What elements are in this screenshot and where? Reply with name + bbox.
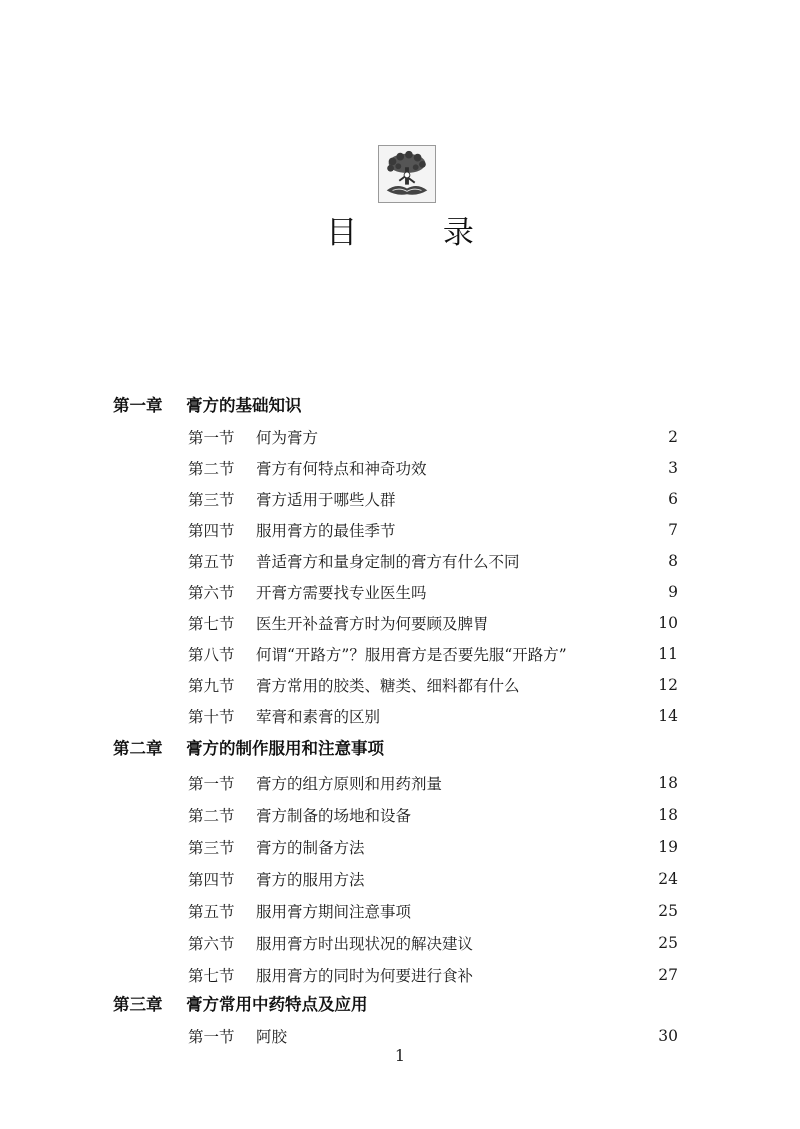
page-number: 25 xyxy=(658,901,678,920)
dot-leader xyxy=(479,966,652,984)
toc-entry[interactable] xyxy=(188,669,678,700)
page-number: 6 xyxy=(668,489,678,508)
page-number: 12 xyxy=(658,675,678,694)
toc-entry[interactable] xyxy=(188,638,678,669)
section-number: 第四节 xyxy=(188,870,235,889)
toc-entry[interactable] xyxy=(188,895,678,926)
folio-page-number: 1 xyxy=(394,1046,406,1065)
page-number: 10 xyxy=(658,613,678,632)
page-number: 9 xyxy=(668,582,678,601)
section-number: 第三节 xyxy=(188,838,235,857)
chapter-title: 膏方的制作服用和注意事项 xyxy=(186,739,384,758)
section-number: 第三节 xyxy=(188,490,235,509)
section-number: 第四节 xyxy=(188,521,235,540)
toc-entry[interactable] xyxy=(188,700,678,731)
section-title: 医生开补益膏方时为何要顾及脾胃 xyxy=(256,614,489,633)
section-number: 第五节 xyxy=(188,552,235,571)
toc-entry[interactable] xyxy=(188,767,678,798)
chapter-number: 第一章 xyxy=(113,396,163,415)
dot-leader xyxy=(495,614,653,632)
chapter-heading[interactable] xyxy=(113,733,693,765)
section-number: 第一节 xyxy=(188,428,235,447)
chapter-heading[interactable] xyxy=(113,989,693,1021)
page-number: 18 xyxy=(658,805,678,824)
toc-entry[interactable] xyxy=(188,545,678,576)
toc-entry[interactable] xyxy=(188,421,678,452)
section-number: 第八节 xyxy=(188,645,235,664)
dot-leader xyxy=(573,645,653,663)
dot-leader xyxy=(386,707,652,725)
dot-leader xyxy=(324,428,656,446)
section-title: 开膏方需要找专业医生吗 xyxy=(256,583,427,602)
dot-leader xyxy=(479,934,652,952)
toc-entry[interactable] xyxy=(188,831,678,862)
page-number: 27 xyxy=(658,965,678,984)
chapter-number: 第三章 xyxy=(113,995,163,1014)
section-number: 第九节 xyxy=(188,676,235,695)
toc-entry[interactable] xyxy=(188,607,678,638)
section-number: 第七节 xyxy=(188,614,235,633)
dot-leader xyxy=(433,459,656,477)
section-title: 阿胶 xyxy=(256,1027,288,1046)
section-title: 服用膏方的同时为何要进行食补 xyxy=(256,966,474,985)
section-title: 膏方制备的场地和设备 xyxy=(256,806,412,825)
chapter-title: 膏方常用中药特点及应用 xyxy=(186,995,368,1014)
toc-entry[interactable] xyxy=(188,483,678,514)
section-title: 膏方的制备方法 xyxy=(256,838,365,857)
section-number: 第六节 xyxy=(188,934,235,953)
dot-leader xyxy=(293,1027,652,1045)
section-number: 第一节 xyxy=(188,1027,235,1046)
toc-entry[interactable] xyxy=(188,863,678,894)
page-number: 11 xyxy=(658,644,678,663)
toc-entry[interactable] xyxy=(188,576,678,607)
page-number: 2 xyxy=(668,427,678,446)
chapter-heading[interactable] xyxy=(113,390,693,422)
toc-entry[interactable] xyxy=(188,514,678,545)
toc-entry[interactable] xyxy=(188,927,678,958)
section-title: 何谓“开路方”？服用膏方是否要先服“开路方” xyxy=(256,645,567,664)
section-title: 膏方有何特点和神奇功效 xyxy=(256,459,427,478)
page-number: 19 xyxy=(658,837,678,856)
section-title: 普适膏方和量身定制的膏方有什么不同 xyxy=(256,552,520,571)
dot-leader xyxy=(402,521,656,539)
dot-leader xyxy=(371,838,653,856)
page-number: 25 xyxy=(658,933,678,952)
section-number: 第七节 xyxy=(188,966,235,985)
section-title: 服用膏方期间注意事项 xyxy=(256,902,412,921)
section-number: 第二节 xyxy=(188,806,235,825)
section-title: 膏方的服用方法 xyxy=(256,870,365,889)
page-number: 8 xyxy=(668,551,678,570)
section-title: 服用膏方时出现状况的解决建议 xyxy=(256,934,474,953)
chapter-title: 膏方的基础知识 xyxy=(186,396,302,415)
section-number: 第六节 xyxy=(188,583,235,602)
section-number: 第十节 xyxy=(188,707,235,726)
page-number: 3 xyxy=(668,458,678,477)
dot-leader xyxy=(526,552,656,570)
tree-emblem-icon xyxy=(378,145,436,203)
section-title: 服用膏方的最佳季节 xyxy=(256,521,396,540)
dot-leader xyxy=(417,806,652,824)
section-number: 第五节 xyxy=(188,902,235,921)
section-number: 第一节 xyxy=(188,774,235,793)
section-title: 荤膏和素膏的区别 xyxy=(256,707,381,726)
section-title: 膏方适用于哪些人群 xyxy=(256,490,396,509)
dot-leader xyxy=(417,902,652,920)
dot-leader xyxy=(402,490,656,508)
toc-entry[interactable] xyxy=(188,959,678,990)
toc-entry[interactable] xyxy=(188,452,678,483)
page-number: 7 xyxy=(668,520,678,539)
dot-leader xyxy=(448,774,652,792)
page-title: 目 录 xyxy=(326,215,512,251)
section-title: 何为膏方 xyxy=(256,428,319,447)
toc-entry[interactable] xyxy=(188,799,678,830)
section-number: 第二节 xyxy=(188,459,235,478)
dot-leader xyxy=(526,676,653,694)
page-number: 30 xyxy=(658,1026,678,1045)
page-number: 14 xyxy=(658,706,678,725)
page-number: 24 xyxy=(658,869,678,888)
chapter-number: 第二章 xyxy=(113,739,163,758)
section-title: 膏方常用的胶类、糖类、细料都有什么 xyxy=(256,676,520,695)
dot-leader xyxy=(433,583,656,601)
section-title: 膏方的组方原则和用药剂量 xyxy=(256,774,443,793)
dot-leader xyxy=(371,870,653,888)
page-number: 18 xyxy=(658,773,678,792)
